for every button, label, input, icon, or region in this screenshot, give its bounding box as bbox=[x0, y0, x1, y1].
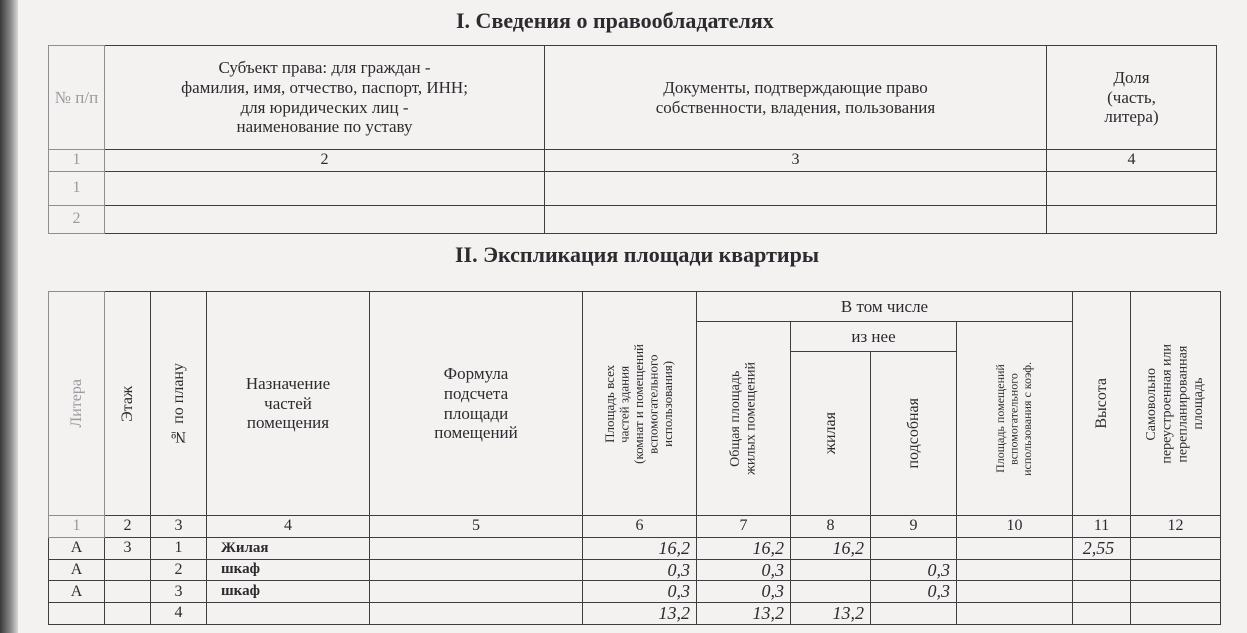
row-obshaya: 0,3 bbox=[697, 559, 791, 581]
owners-row-number: 2 bbox=[49, 206, 105, 234]
row-formula bbox=[370, 559, 583, 581]
owners-row-share bbox=[1047, 206, 1217, 234]
row-litera: А bbox=[49, 538, 105, 560]
row-vspom bbox=[957, 581, 1073, 603]
owners-table bbox=[48, 45, 1217, 234]
row-podsobnaya bbox=[871, 603, 957, 625]
header-area-line: вспомогательного bbox=[645, 353, 661, 454]
row-formula bbox=[370, 581, 583, 603]
header-formula-text: Формула подсчета площади помещений bbox=[434, 364, 518, 443]
owners-row bbox=[49, 206, 1217, 234]
column-number: 6 bbox=[583, 516, 697, 538]
header-samovolno-line: перепланированная bbox=[1175, 345, 1191, 462]
area-explication-table bbox=[48, 291, 1221, 625]
column-number: 12 bbox=[1131, 516, 1221, 538]
table-row bbox=[49, 581, 1221, 603]
header-litera-text: Литера bbox=[67, 379, 85, 428]
row-litera: А bbox=[49, 559, 105, 581]
header-samovolno-text bbox=[1144, 344, 1207, 464]
row-etazh bbox=[105, 559, 151, 581]
row-total: 0,3 bbox=[583, 581, 697, 603]
row-name: шкаф bbox=[207, 581, 370, 603]
header-samovolno-line: площадь bbox=[1191, 377, 1207, 430]
owners-header-subject-line2: фамилия, имя, отчество, паспорт, ИНН; bbox=[181, 77, 468, 97]
row-height bbox=[1073, 559, 1131, 581]
row-total: 13,2 bbox=[583, 603, 697, 625]
row-nomer: 3 bbox=[151, 581, 207, 603]
row-litera bbox=[49, 603, 105, 625]
row-podsobnaya: 0,3 bbox=[871, 559, 957, 581]
row-total: 0,3 bbox=[583, 559, 697, 581]
header-obshaya-line: Общая площадь bbox=[727, 370, 743, 467]
row-zhilaya: 16,2 bbox=[791, 538, 871, 560]
header-vspom-line: вспомогательного bbox=[1006, 372, 1021, 465]
owners-colnum: 2 bbox=[105, 150, 545, 172]
header-nomer bbox=[151, 292, 207, 516]
row-samovolno bbox=[1131, 581, 1221, 603]
owners-row-documents bbox=[545, 172, 1047, 206]
row-etazh bbox=[105, 581, 151, 603]
row-vspom bbox=[957, 538, 1073, 560]
page-edge-shadow bbox=[0, 0, 18, 633]
header-samovolno-line: Самовольно bbox=[1144, 367, 1160, 440]
column-number: 11 bbox=[1073, 516, 1131, 538]
row-name: шкаф bbox=[207, 559, 370, 581]
row-litera: А bbox=[49, 581, 105, 603]
row-zhilaya bbox=[791, 581, 871, 603]
header-area-line: (комнат и помещений bbox=[631, 343, 647, 464]
owners-colnum: 1 bbox=[49, 150, 105, 172]
header-area-total-text bbox=[603, 344, 676, 464]
owners-row-documents bbox=[545, 206, 1047, 234]
section-2-title: II. Экспликация площади квартиры bbox=[455, 242, 820, 267]
row-nomer: 2 bbox=[151, 559, 207, 581]
header-area-line: частей здания bbox=[616, 365, 632, 442]
owners-header-subject bbox=[105, 46, 545, 150]
header-obshaya-line: жилых помещений bbox=[743, 362, 759, 475]
header-area-line: Площадь всех bbox=[602, 364, 618, 443]
row-zhilaya: 13,2 bbox=[791, 603, 871, 625]
header-area-total bbox=[583, 292, 697, 516]
column-number: 4 bbox=[207, 516, 370, 538]
header-vysota-text: Высота bbox=[1092, 378, 1110, 429]
owners-colnum: 3 bbox=[545, 150, 1047, 172]
row-podsobnaya bbox=[871, 538, 957, 560]
row-etazh bbox=[105, 603, 151, 625]
row-nomer: 1 bbox=[151, 538, 207, 560]
header-nomer-text: № по плану bbox=[169, 362, 187, 445]
header-zhilaya-text: жилая bbox=[821, 412, 839, 455]
row-height bbox=[1073, 581, 1131, 603]
row-height bbox=[1073, 603, 1131, 625]
header-iz-nee: из нее bbox=[791, 322, 957, 352]
header-area-line: использования) bbox=[660, 360, 676, 447]
header-vspom-line: Площадь помещений bbox=[993, 364, 1008, 473]
column-number: 3 bbox=[151, 516, 207, 538]
row-etazh: 3 bbox=[105, 538, 151, 560]
table-row bbox=[49, 538, 1221, 560]
row-formula bbox=[370, 538, 583, 560]
owners-number-row bbox=[49, 150, 1217, 172]
owners-row-subject bbox=[105, 172, 545, 206]
row-name: Жилая bbox=[207, 538, 370, 560]
owners-header-documents: Документы, подтверждающие право собственности, владения, пользования bbox=[545, 46, 1047, 150]
column-number: 5 bbox=[370, 516, 583, 538]
header-vspomogatelnaya-text bbox=[994, 362, 1034, 476]
row-samovolno bbox=[1131, 538, 1221, 560]
row-total: 16,2 bbox=[583, 538, 697, 560]
column-number: 1 bbox=[49, 516, 105, 538]
header-obshaya bbox=[697, 322, 791, 516]
row-zhilaya bbox=[791, 559, 871, 581]
header-naznachenie bbox=[207, 292, 370, 516]
header-v-tom-chisle: В том числе bbox=[697, 292, 1073, 322]
owners-colnum: 4 bbox=[1047, 150, 1217, 172]
header-naznachenie-text: Назначение частей помещения bbox=[245, 374, 331, 433]
header-etazh bbox=[105, 292, 151, 516]
header-obshaya-text bbox=[728, 362, 759, 475]
header-podsobnaya-text: подсобная bbox=[904, 398, 922, 469]
row-samovolno bbox=[1131, 559, 1221, 581]
owners-header-subject-line4: наименование по уставу bbox=[236, 117, 413, 137]
owners-header-subject-line1: Субъект права: для граждан - bbox=[218, 58, 431, 78]
header-etazh-text: Этаж bbox=[118, 385, 136, 422]
owners-row-number: 1 bbox=[49, 172, 105, 206]
column-number-row bbox=[49, 516, 1221, 538]
owners-row bbox=[49, 172, 1217, 206]
header-vysota bbox=[1073, 292, 1131, 516]
owners-header-number: № п/п bbox=[49, 46, 105, 150]
row-formula bbox=[370, 603, 583, 625]
section-1-title: I. Сведения о правообладателях bbox=[456, 8, 774, 33]
header-litera bbox=[49, 292, 105, 516]
row-obshaya: 16,2 bbox=[697, 538, 791, 560]
row-name bbox=[207, 603, 370, 625]
row-nomer: 4 bbox=[151, 603, 207, 625]
header-vspomogatelnaya bbox=[957, 322, 1073, 516]
header-samovolno bbox=[1131, 292, 1221, 516]
owners-header-subject-line3: для юридических лиц - bbox=[240, 97, 409, 117]
column-number: 10 bbox=[957, 516, 1073, 538]
owners-row-subject bbox=[105, 206, 545, 234]
row-height: 2,55 bbox=[1073, 538, 1131, 560]
header-vspom-line: использования с коэф. bbox=[1020, 361, 1035, 476]
column-number: 9 bbox=[871, 516, 957, 538]
table-row bbox=[49, 603, 1221, 625]
row-obshaya: 13,2 bbox=[697, 603, 791, 625]
owners-header-share: Доля (часть, литера) bbox=[1047, 46, 1217, 150]
column-number: 2 bbox=[105, 516, 151, 538]
header-formula bbox=[370, 292, 583, 516]
row-obshaya: 0,3 bbox=[697, 581, 791, 603]
row-podsobnaya: 0,3 bbox=[871, 581, 957, 603]
row-vspom bbox=[957, 559, 1073, 581]
row-samovolno bbox=[1131, 603, 1221, 625]
column-number: 7 bbox=[697, 516, 791, 538]
owners-row-share bbox=[1047, 172, 1217, 206]
header-podsobnaya bbox=[871, 352, 957, 516]
header-zhilaya bbox=[791, 352, 871, 516]
column-number: 8 bbox=[791, 516, 871, 538]
row-vspom bbox=[957, 603, 1073, 625]
table-row bbox=[49, 559, 1221, 581]
header-samovolno-line: переустроенная или bbox=[1159, 343, 1175, 464]
